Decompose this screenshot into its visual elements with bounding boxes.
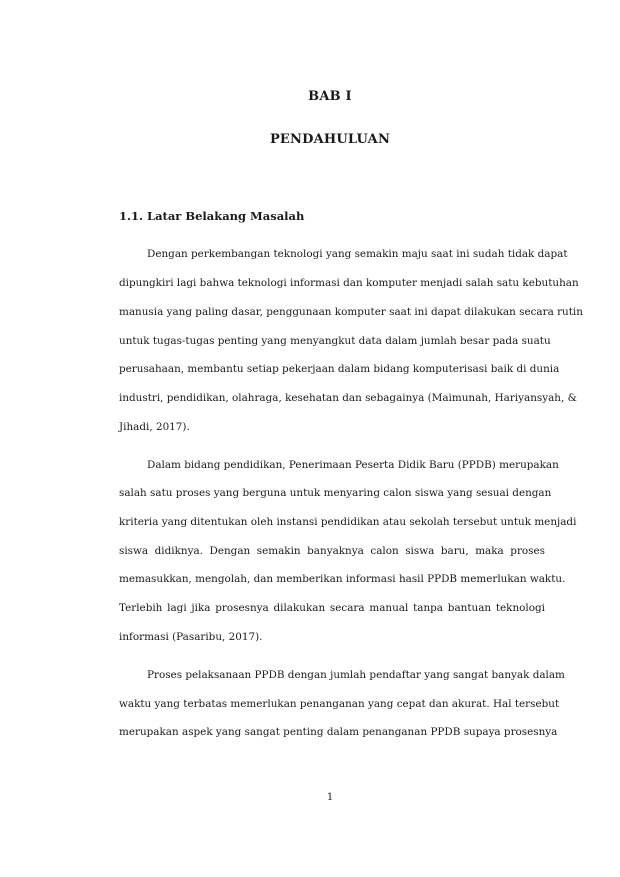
paragraph-3-line-2: waktu yang terbatas memerlukan penanganan yang cepat dan akurat. Hal tersebut [119, 698, 560, 710]
section-number: 1.1. [119, 209, 144, 223]
paragraph-2-line-2: salah satu proses yang berguna untuk menyaring calon siswa yang sesuai dengan [119, 487, 552, 499]
paragraph-2-line-7: informasi (Pasaribu, 2017). [119, 631, 263, 643]
paragraph-1-line-7: Jihadi, 2017). [119, 421, 190, 433]
paragraph-2-line-4: siswa didiknya. Dengan semakin banyaknya calon siswa baru, maka proses [119, 545, 545, 557]
paragraph-1-line-1: Dengan perkembangan teknologi yang semakin maju saat ini sudah tidak dapat [147, 248, 568, 260]
paragraph-3-line-1: Proses pelaksanaan PPDB dengan jumlah pendaftar yang sangat banyak dalam [147, 669, 565, 681]
section-heading [119, 209, 304, 223]
paragraph-1-line-5: perusahaan, membantu setiap pekerjaan dalam bidang komputerisasi baik di dunia [119, 363, 560, 375]
paragraph-1-line-2: dipungkiri lagi bahwa teknologi informasi dan komputer menjadi salah satu kebutuhan [119, 277, 579, 289]
paragraph-2-line-1: Dalam bidang pendidikan, Penerimaan Peserta Didik Baru (PPDB) merupakan [147, 459, 559, 471]
paragraph-2-line-6: Terlebih lagi jika prosesnya dilakukan secara manual tanpa bantuan teknologi [119, 602, 545, 614]
paragraph-1-line-3: manusia yang paling dasar, penggunaan komputer saat ini dapat dilakukan secara rutin [119, 306, 583, 318]
paragraph-1-line-4: untuk tugas-tugas penting yang menyangkut data dalam jumlah besar pada suatu [119, 335, 551, 347]
chapter-number: BAB I [308, 89, 352, 104]
paragraph-3-line-3: merupakan aspek yang sangat penting dalam penanganan PPDB supaya prosesnya [119, 726, 558, 738]
paragraph-1-line-6: industri, pendidikan, olahraga, kesehatan dan sebagainya (Maimunah, Hariyansyah, & [119, 392, 577, 404]
paragraph-2-line-3: kriteria yang ditentukan oleh instansi pendidikan atau sekolah tersebut untuk menjadi [119, 516, 577, 528]
page-number: 1 [326, 792, 334, 803]
chapter-title: PENDAHULUAN [269, 132, 391, 147]
paragraph-2-line-5: memasukkan, mengolah, dan memberikan informasi hasil PPDB memerlukan waktu. [119, 573, 566, 585]
section-title: Latar Belakang Masalah [147, 209, 305, 223]
